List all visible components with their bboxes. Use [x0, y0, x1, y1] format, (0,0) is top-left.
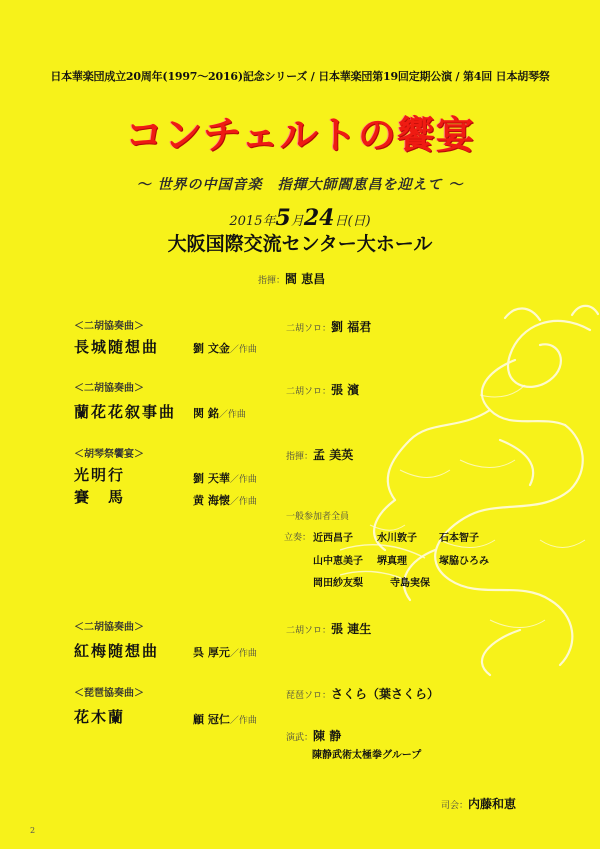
section-3-conductor-role: 指揮： — [286, 452, 314, 462]
date-year-unit: 年 — [262, 214, 276, 229]
section-2-piece-title: 蘭花花叙事曲 — [74, 403, 177, 421]
section-5-composer-suffix: ／作曲 — [229, 716, 257, 726]
page-mark: 2 — [30, 826, 36, 835]
ensemble-member: 堺真理 — [377, 556, 407, 567]
section-3-piece-1-title: 光明行 — [74, 466, 126, 484]
ensemble-member: 石本智子 — [439, 533, 479, 544]
section-1-soloist-line — [286, 316, 371, 335]
date-weekday: (日) — [347, 214, 371, 229]
section-5-composer-line — [193, 711, 257, 727]
section-5-category: ＜琵琶協奏曲＞ — [74, 688, 144, 699]
date-year: 2015 — [229, 214, 263, 229]
date-month-unit: 月 — [290, 214, 304, 229]
ensemble-member: 近西昌子 — [313, 533, 353, 544]
section-5-soloist: さくら（葉さくら） — [331, 687, 440, 701]
section-4-soloist-line — [286, 618, 371, 637]
section-4-composer: 呉 厚元 — [193, 646, 230, 659]
section-2-soloist: 張 濱 — [331, 383, 360, 397]
participants-label: 一般参加者全員 — [286, 512, 350, 522]
section-3-category: ＜胡琴祭饗宴＞ — [74, 449, 144, 460]
ensemble-member: 山中恵美子 — [313, 556, 363, 567]
section-1-piece-title: 長城随想曲 — [74, 338, 160, 356]
mc-name: 内藤和恵 — [468, 797, 517, 811]
ensemble-member: 水川敦子 — [377, 533, 417, 544]
section-1-composer-line — [193, 340, 257, 356]
section-1-composer-suffix: ／作曲 — [229, 345, 257, 355]
section-3-composer-2: 黄 海懐 — [193, 494, 230, 507]
section-4-composer-line — [193, 644, 257, 660]
section-1-soloist: 劉 福君 — [331, 320, 372, 334]
concert-date — [0, 205, 600, 231]
section-4-solo-role: 二胡ソロ： — [286, 626, 332, 636]
section-1-solo-role: 二胡ソロ： — [286, 324, 332, 334]
dragon-line-art — [340, 300, 600, 680]
section-2-soloist-line — [286, 379, 359, 398]
martial-arts-line — [286, 725, 341, 744]
section-4-category: ＜二胡協奏曲＞ — [74, 622, 144, 633]
martial-arts-group: 陳静武術太極拳グループ — [312, 750, 422, 761]
venue: 大阪国際交流センター大ホール — [167, 233, 433, 255]
section-3-composer-1: 劉 天華 — [193, 472, 230, 485]
section-5-soloist-line — [286, 683, 439, 702]
conductor-line — [258, 268, 325, 287]
section-1-composer: 劉 文金 — [193, 342, 230, 355]
section-4-piece-title: 紅梅随想曲 — [74, 642, 160, 660]
section-3-piece-2-title: 賽 馬 — [74, 488, 126, 506]
section-4-composer-suffix: ／作曲 — [229, 649, 257, 659]
section-5-composer: 顧 冠仁 — [193, 713, 230, 726]
concert-subtitle: ～ 世界の中国音楽 指揮大師閻恵昌を迎えて ～ — [136, 177, 464, 193]
section-3-composer-2-line — [193, 492, 257, 508]
section-3-composer-1-suffix: ／作曲 — [229, 475, 257, 485]
concert-title: コンチェルトの饗宴 — [125, 112, 475, 157]
mc-role: 司会： — [441, 801, 469, 811]
conductor-role: 指揮： — [258, 276, 286, 286]
section-3-composer-1-line — [193, 470, 257, 486]
date-month: 5 — [275, 205, 291, 231]
section-2-composer-suffix: ／作曲 — [218, 410, 246, 420]
date-day-unit: 日 — [334, 214, 348, 229]
section-3-conductor: 孟 美英 — [313, 448, 354, 462]
date-day: 24 — [303, 205, 335, 231]
section-4-soloist: 張 連生 — [331, 622, 372, 636]
section-2-solo-role: 二胡ソロ： — [286, 387, 332, 397]
dragon-illustration — [340, 300, 600, 680]
ensemble-member: 岡田紗友梨 — [313, 578, 363, 589]
ensemble-member: 寺島実保 — [390, 578, 430, 589]
section-2-composer: 関 銘 — [193, 407, 219, 420]
section-5-solo-role: 琵琶ソロ： — [286, 691, 332, 701]
section-2-composer-line — [193, 405, 246, 421]
martial-arts-role: 演武： — [286, 733, 314, 743]
mc-line — [441, 793, 516, 812]
section-1-category: ＜二胡協奏曲＞ — [74, 321, 144, 332]
ensemble-role: 立奏： — [284, 533, 312, 543]
conductor-name: 閻 恵昌 — [285, 272, 326, 286]
section-3-composer-2-suffix: ／作曲 — [229, 497, 257, 507]
section-2-category: ＜二胡協奏曲＞ — [74, 383, 144, 394]
martial-arts-name: 陳 静 — [313, 729, 342, 743]
series-header: 日本華楽団成立20周年(1997～2016)記念シリーズ / 日本華楽団第19回定期公演 / 第4回 日本胡琴祭 — [50, 70, 550, 83]
ensemble-member: 塚脇ひろみ — [439, 556, 489, 567]
section-3-conductor-line — [286, 444, 353, 463]
section-5-piece-title: 花木蘭 — [74, 708, 126, 726]
